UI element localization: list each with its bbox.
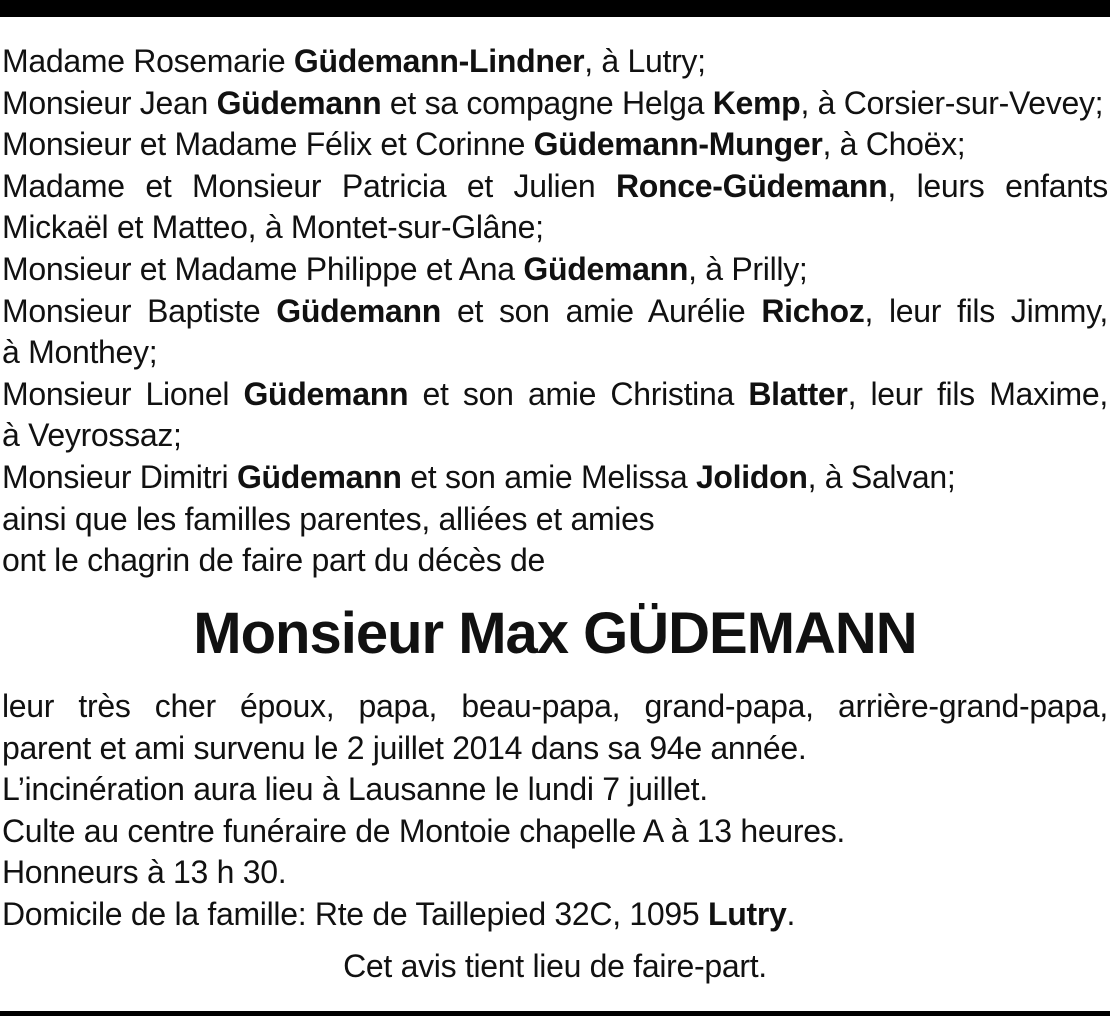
text-segment: et sa compagne Helga bbox=[381, 84, 713, 121]
text-segment: Monsieur et Madame Félix et Corinne bbox=[2, 126, 534, 163]
text-segment: , à Salvan; bbox=[807, 458, 956, 495]
family-line bbox=[2, 374, 1108, 416]
text-segment: et son amie Christina bbox=[408, 375, 749, 412]
bottom-rule bbox=[0, 1011, 1110, 1016]
text-segment: et son amie Melissa bbox=[401, 458, 696, 495]
family-name: Kemp bbox=[712, 84, 801, 121]
text-segment: Domicile de la famille: Rte de Taillepied 32C, 1095 bbox=[2, 895, 708, 932]
text-segment: Monsieur Dimitri bbox=[2, 458, 237, 495]
text-segment: , leur fils Jimmy, bbox=[864, 292, 1109, 329]
closing-note: Cet avis tient lieu de faire-part. bbox=[343, 948, 767, 984]
family-line bbox=[2, 124, 1108, 166]
text-segment: ont le chagrin de faire part du décès de bbox=[2, 542, 546, 579]
family-name: Güdemann bbox=[276, 292, 442, 329]
family-name: Richoz bbox=[761, 292, 865, 329]
text-segment: , leurs enfants bbox=[887, 167, 1108, 204]
family-line bbox=[2, 332, 1108, 374]
text-segment: Monsieur Jean bbox=[2, 84, 217, 121]
funeral-details bbox=[2, 686, 1108, 936]
top-rule bbox=[0, 0, 1110, 17]
text-segment: à Monthey; bbox=[2, 334, 158, 371]
text-segment: Mickaël et Matteo, à Montet-sur-Glâne; bbox=[2, 209, 544, 246]
text-segment: à Veyrossaz; bbox=[2, 417, 182, 454]
family-line bbox=[2, 83, 1108, 125]
text-segment: , à Choëx; bbox=[822, 126, 966, 163]
details-line: Honneurs à 13 h 30. bbox=[2, 854, 287, 891]
text-segment: , à Corsier-sur-Vevey; bbox=[800, 84, 1104, 121]
details-line: L’incinération aura lieu à Lausanne le lundi 7 juillet. bbox=[2, 771, 708, 808]
family-name: Güdemann bbox=[523, 250, 689, 287]
family-line bbox=[2, 207, 1108, 249]
text-segment: ainsi que les familles parentes, alliées et amies bbox=[2, 500, 655, 537]
family-line bbox=[2, 540, 1108, 582]
text-segment: Madame et Monsieur Patricia et Julien bbox=[2, 167, 616, 204]
family-name: Güdemann bbox=[216, 84, 382, 121]
details-line: leur très cher époux, papa, beau-papa, grand-papa, arrière-grand-papa, bbox=[2, 688, 1108, 724]
text-segment: . bbox=[786, 895, 796, 932]
family-line bbox=[2, 499, 1108, 541]
text-segment: , à Prilly; bbox=[688, 250, 808, 287]
text-segment: Monsieur Baptiste bbox=[2, 292, 277, 329]
text-segment: Monsieur et Madame Philippe et Ana bbox=[2, 250, 524, 287]
family-name: Güdemann bbox=[236, 458, 402, 495]
text-segment: et son amie Aurélie bbox=[441, 292, 762, 329]
details-line: Culte au centre funéraire de Montoie chapelle A à 13 heures. bbox=[2, 812, 846, 849]
text-segment: Monsieur Lionel bbox=[2, 375, 244, 412]
family-line bbox=[2, 457, 1108, 499]
details-line bbox=[2, 894, 1108, 936]
text-segment: Madame Rosemarie bbox=[2, 43, 294, 79]
family-line bbox=[2, 166, 1108, 208]
family-name: Güdemann-Munger bbox=[533, 126, 823, 163]
family-name: Güdemann-Lindner bbox=[293, 43, 585, 79]
family-name: Ronce-Güdemann bbox=[616, 167, 888, 204]
family-name: Güdemann bbox=[243, 375, 409, 412]
family-line bbox=[2, 249, 1108, 291]
family-line bbox=[2, 415, 1108, 457]
family-list bbox=[2, 41, 1108, 582]
details-line: parent et ami survenu le 2 juillet 2014 dans sa 94e année. bbox=[2, 729, 807, 766]
family-line bbox=[2, 291, 1108, 333]
deceased-name: Monsieur Max GÜDEMANN bbox=[193, 601, 917, 666]
family-name: Blatter bbox=[748, 375, 848, 412]
text-segment: , à Lutry; bbox=[584, 43, 706, 79]
place-name: Lutry bbox=[707, 895, 787, 932]
text-segment: , leur fils Maxime, bbox=[847, 375, 1109, 412]
family-name: Jolidon bbox=[695, 458, 808, 495]
family-line bbox=[2, 41, 1108, 83]
